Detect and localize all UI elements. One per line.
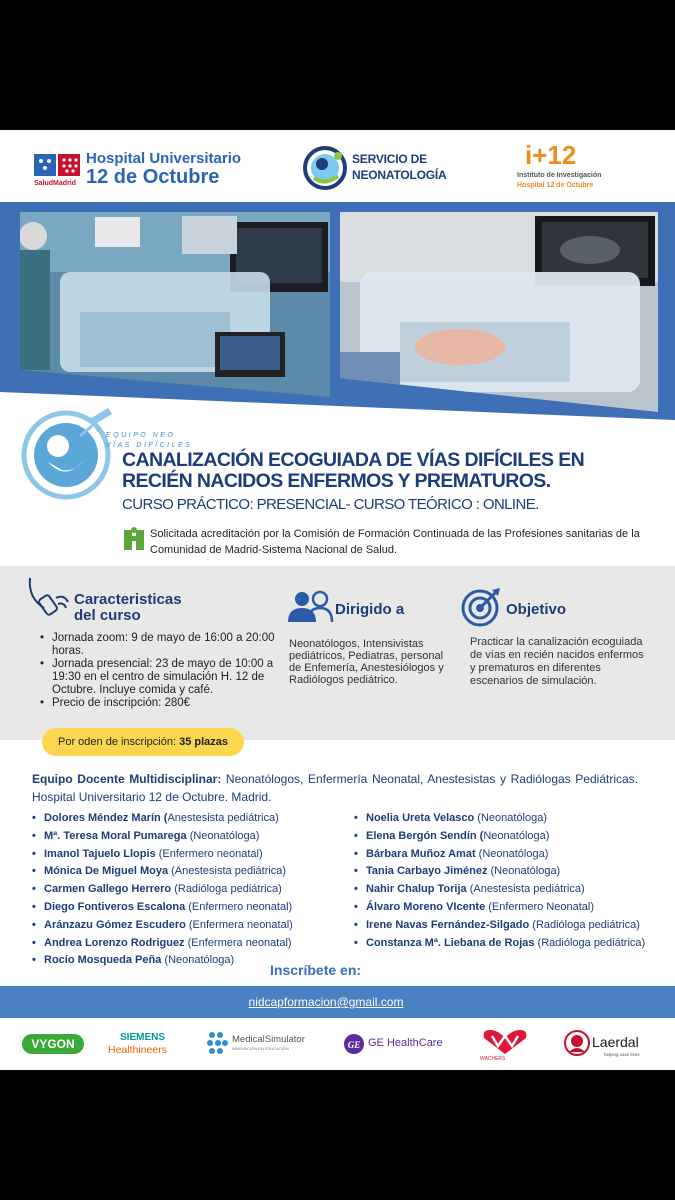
- ge-name: GE HealthCare: [368, 1037, 443, 1049]
- faculty-name: Constanza Mª. Liebana de Rojas: [366, 936, 535, 949]
- plazas-label: Por oden de inscripción:: [58, 736, 177, 748]
- hospital-name-line1: Hospital Universitario: [86, 150, 242, 167]
- plazas-value: 35 plazas: [179, 736, 228, 748]
- laerdal-logo: [564, 1026, 648, 1066]
- characteristics-item: • Precio de inscripción: 280€: [40, 697, 290, 710]
- faculty-role: Anestesista pediátrica): [167, 812, 279, 824]
- faculty-role: (Neonatóloga): [475, 847, 549, 860]
- accreditation-text: Solicitada acreditación por la Comisión de Formación Continuada de las Profesiones sanitarias de la Comunidad de Madrid-Sistema Nacional de Salud.: [150, 528, 640, 556]
- medical-simulator-icon: [206, 1030, 228, 1058]
- plazas-badge: [42, 728, 244, 756]
- faculty-name: Irene Navas Fernández-Silgado: [366, 918, 530, 931]
- faculty-name: Mª. Teresa Moral Pumarega: [44, 829, 187, 842]
- team-line2: VÍAS DIFÍCILES: [106, 442, 193, 449]
- email-link[interactable]: nidcapformacion@gmail.com: [248, 995, 404, 1009]
- list-item: [32, 899, 293, 917]
- characteristics-title: Caracteristicas del curso: [74, 591, 182, 624]
- neonatology-emblem-icon: [300, 146, 350, 190]
- vygon-logo: [22, 1026, 86, 1066]
- faculty-role: (Enfermera neonatal): [185, 918, 293, 931]
- faculty-role: (Neonatóloga): [487, 865, 561, 878]
- list-item: [354, 917, 645, 935]
- list-item: [32, 881, 293, 899]
- siemens-line2: Healthineers: [108, 1044, 167, 1056]
- faculty-role: (Enfermero neonatal): [185, 900, 293, 913]
- characteristics-item: • Jornada zoom: 9 de mayo de 16:00 a 20:00 horas.: [40, 632, 290, 658]
- list-item: [354, 828, 645, 846]
- institute-mark: i+12: [525, 140, 577, 170]
- hospital-logo: [34, 150, 254, 190]
- institute-logo: [515, 140, 645, 194]
- signup-label: Inscríbete en:: [270, 962, 362, 978]
- medical-simulator-logo: [206, 1026, 316, 1066]
- faculty-role: (Radióloga pediátrica): [529, 918, 640, 931]
- objective-text: Practicar la canalización ecoguiada de vías en recién nacidos enfermos y prematuros en diferentes escenarios de simulación.: [470, 636, 644, 687]
- faculty-intro-heading: Equipo Docente Multidisciplinar:: [32, 772, 222, 786]
- salud-madrid-label: SaludMadrid: [34, 180, 77, 187]
- faculty-role: Neonatóloga): [483, 829, 550, 842]
- faculty-name: Noelia Ureta Velasco: [366, 812, 475, 824]
- list-item: [354, 846, 645, 864]
- siemens-logo: [108, 1026, 188, 1066]
- list-item: [354, 899, 645, 917]
- faculty-intro-text: Neonatólogos, Enfermería Neonatal, Anestesistas y Radiólogas Pediátricas. Hospital Universitario 12 de Octubre. Madrid.: [32, 772, 638, 804]
- audience-title: Dirigido a: [335, 601, 405, 618]
- madrid-stars-icon: [34, 154, 82, 178]
- faculty-name: Rocío Mosqueda Peña: [44, 954, 162, 967]
- faculty-name: Dolores Méndez Marín (: [44, 812, 168, 824]
- list-item: [354, 863, 645, 881]
- faculty-name: Andrea Lorenzo Rodriguez: [44, 936, 185, 949]
- photo-band: [0, 202, 675, 432]
- neonatology-logo: [300, 146, 447, 190]
- list-item: [32, 952, 293, 970]
- course-title: CANALIZACIÓN ECOGUIADA DE VÍAS DIFÍCILES EN RECIÉN NACIDOS ENFERMOS Y PREMATUROS.: [122, 449, 585, 492]
- ge-monogram-icon: [344, 1034, 364, 1054]
- faculty-name: Álvaro Moreno VIcente: [366, 900, 486, 913]
- institute-line1: Instituto de Investigación: [517, 172, 602, 179]
- list-item: [32, 828, 293, 846]
- faculty-name: Carmen Gallego Herrero: [44, 883, 172, 896]
- institute-line2: Hospital 12 de Octubre: [517, 182, 594, 189]
- list-item: [32, 863, 293, 881]
- faculty-intro: [32, 770, 638, 806]
- vygon-mark: VYGON: [22, 1034, 84, 1054]
- laerdal-tagline: helping save lives: [604, 1052, 640, 1057]
- faculty-name: Imanol Tajuelo Llopis: [44, 847, 156, 860]
- objective-title: Objetivo: [506, 601, 567, 618]
- svg-text:GE: GE: [347, 1040, 361, 1050]
- target-icon: [460, 586, 502, 628]
- incubator-photo-left: [19, 212, 330, 402]
- faculty-role: (Anestesista pediátrica): [168, 865, 287, 878]
- accreditation-icon: [122, 526, 146, 552]
- list-item: [32, 935, 293, 953]
- course-poster: [0, 130, 675, 1070]
- faculty-name: Nahir Chalup Torija: [366, 883, 467, 896]
- faculty-name: Elena Bergón Sendín (: [366, 829, 484, 842]
- list-item: [354, 881, 645, 899]
- baby-ultrasound-icon: [18, 400, 118, 500]
- medical-simulator-name: MedicalSimulator: [232, 1034, 305, 1045]
- list-item: [32, 810, 293, 828]
- faculty-role: (Neonatóloga): [186, 829, 260, 842]
- info-band: [0, 566, 675, 740]
- faculty-role: (Neonatóloga): [161, 954, 235, 967]
- wachers-logo: [478, 1026, 532, 1066]
- faculty-list-right: [354, 810, 645, 952]
- faculty-list-left: [32, 810, 293, 970]
- list-item: [32, 917, 293, 935]
- characteristics-list: [40, 632, 290, 710]
- list-item: [354, 810, 645, 828]
- list-item: [32, 846, 293, 864]
- course-subtitle: CURSO PRÁCTICO: PRESENCIAL- CURSO TEÓRICO : ONLINE.: [122, 496, 539, 513]
- faculty-role: (Radióloga pediátrica): [171, 883, 282, 896]
- siemens-line1: SIEMENS: [120, 1032, 166, 1043]
- faculty-name: Diego Fontiveros Escalona: [44, 900, 186, 913]
- team-line1: EQUIPO NEO: [106, 432, 176, 439]
- faculty-role: (Radióloga pediátrica): [534, 936, 646, 949]
- characteristics-item: • Jornada presencial: 23 de mayo de 10:00 a 19:30 en el centro de simulación H. 12 de Octubre. Incluye comida y café.: [40, 658, 290, 697]
- email-bar: [0, 986, 675, 1018]
- faculty-name: Bárbara Muñoz Amat: [366, 847, 476, 860]
- people-icon: [288, 590, 334, 622]
- faculty-role: (Neonatóloga): [474, 812, 548, 824]
- faculty-role: (Enfermero Neonatal): [485, 900, 595, 913]
- faculty-name: Aránzazu Gómez Escudero: [44, 918, 186, 931]
- medical-simulator-tagline: INNOVACIÓN EN EDUCACIÓN: [232, 1046, 289, 1051]
- faculty-name: Tania Carbayo Jiménez: [366, 865, 488, 878]
- ultrasound-probe-icon: [26, 574, 74, 620]
- list-item: [354, 935, 645, 953]
- neo-service-line2: NEONATOLOGÍA: [352, 168, 447, 182]
- neo-service-line1: SERVICIO DE: [352, 152, 427, 166]
- incubator-photo-right: [340, 212, 658, 412]
- laerdal-emblem-icon: [564, 1030, 590, 1056]
- wachers-heart-icon: [480, 1028, 530, 1056]
- laerdal-name: Laerdal: [592, 1034, 639, 1050]
- audience-text: Neonatólogos, Intensivistas pediátricos, Pediatras, personal de Enfemería, Anestesiólogos y Radiólogos pediátrico.: [289, 638, 444, 686]
- hospital-name-line2: 12 de Octubre: [86, 166, 220, 188]
- faculty-name: Mónica De Miguel Moya: [44, 865, 169, 878]
- faculty-role: (Anestesista pediátrica): [466, 883, 585, 896]
- ge-healthcare-logo: [344, 1026, 448, 1066]
- faculty-role: (Enfermera neonatal): [184, 936, 292, 949]
- wachers-name: WACHERS: [480, 1056, 506, 1062]
- faculty-role: (Enfermero neonatal): [155, 847, 263, 860]
